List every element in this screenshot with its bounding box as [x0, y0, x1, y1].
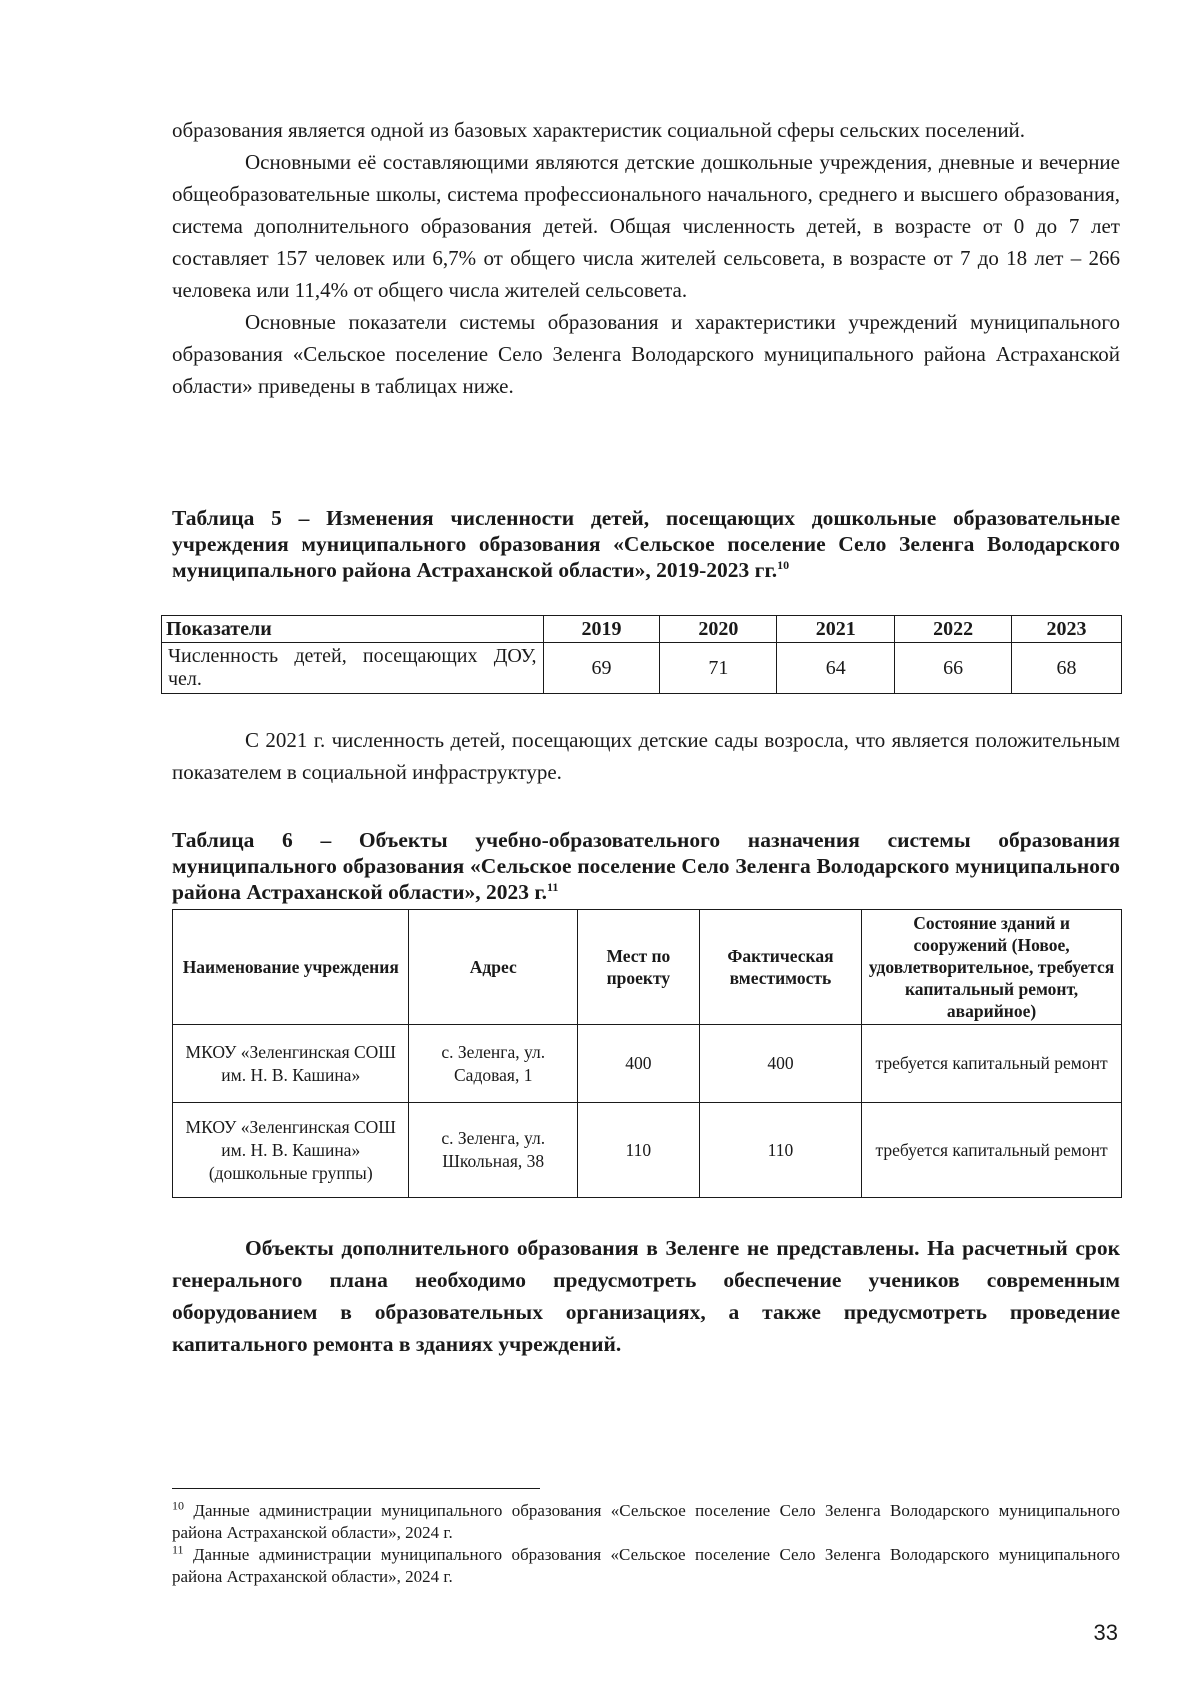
table6-header-cell: Адрес	[409, 910, 577, 1025]
table6-caption-text: Таблица 6 – Объекты учебно-образовательного назначения системы образования муниципального образования «Сельское поселение Село Зеленга Володарского муниципального района Астраханской области», 2023 г.	[172, 828, 1120, 904]
table6-cell: 400	[577, 1025, 699, 1103]
table5-cell: 64	[777, 643, 895, 694]
table6-caption	[172, 827, 1120, 905]
footnote-text: Данные администрации муниципального образования «Сельское поселение Село Зеленга Володарского муниципального района Астраханской области», 2024 г.	[172, 1545, 1120, 1586]
intro-paragraph-3: Основные показатели системы образования и характеристики учреждений муниципального образования «Сельское поселение Село Зеленга Володарского муниципального района Астраханской области» приведены в таблицах ниже.	[172, 310, 1120, 398]
table6-cell: с. Зеленга, ул. Школьная, 38	[409, 1103, 577, 1198]
footnote-text: Данные администрации муниципального образования «Сельское поселение Село Зеленга Володарского муниципального района Астраханской области», 2024 г.	[172, 1501, 1120, 1542]
table6-cell: МКОУ «Зеленгинская СОШ им. Н. В. Кашина» (дошкольные группы)	[173, 1103, 409, 1198]
table6	[172, 909, 1122, 1198]
table5-row	[162, 643, 1122, 694]
footnote-11	[172, 1544, 1120, 1588]
intro-text	[172, 114, 1120, 402]
footnote-number: 11	[172, 1542, 184, 1557]
table5	[161, 615, 1122, 694]
table5-caption-text: Таблица 5 – Изменения численности детей, посещающих дошкольные образовательные учреждения муниципального образования «Сельское поселение Село Зеленга Володарского муниципального района Астраханской области», 2019-2023 гг.	[172, 506, 1120, 582]
footnote-number: 10	[172, 1498, 184, 1513]
table5-caption	[172, 505, 1120, 583]
table5-header-row	[162, 616, 1122, 643]
table6-footnote-ref: 11	[547, 879, 559, 894]
footnotes	[172, 1500, 1120, 1588]
table5-header-cell: 2022	[895, 616, 1012, 643]
table5-cell: 69	[543, 643, 660, 694]
table6-row	[173, 1025, 1122, 1103]
table6-cell: требуется капитальный ремонт	[862, 1103, 1122, 1198]
table6-cell: МКОУ «Зеленгинская СОШ им. Н. В. Кашина»	[173, 1025, 409, 1103]
table6-header-row	[173, 910, 1122, 1025]
table6-cell: требуется капитальный ремонт	[862, 1025, 1122, 1103]
table6-row	[173, 1103, 1122, 1198]
table6-cell: 110	[577, 1103, 699, 1198]
intro-paragraph-1: образования является одной из базовых характеристик социальной сферы сельских поселений.	[172, 118, 1026, 142]
table5-header-cell: 2020	[660, 616, 777, 643]
footnote-divider	[172, 1488, 540, 1489]
table5-cell: 66	[895, 643, 1012, 694]
table6-header-cell: Мест по проекту	[577, 910, 699, 1025]
table6-cell: с. Зеленга, ул. Садовая, 1	[409, 1025, 577, 1103]
mid-paragraph: С 2021 г. численность детей, посещающих детские сады возросла, что является положительным показателем в социальной инфраструктуре.	[172, 728, 1120, 784]
table5-header-cell: 2021	[777, 616, 895, 643]
table6-header-cell: Фактическая вместимость	[699, 910, 861, 1025]
table5-cell: 71	[660, 643, 777, 694]
intro-paragraph-2: Основными её составляющими являются детские дошкольные учреждения, дневные и вечерние общеобразовательные школы, система профессионального начального, среднего и высшего образования, система дополнительного образования детей. Общая численность детей, в возрасте от 0 до 7 лет составляет 157 человек или 6,7% от общего числа жителей сельсовета, в возрасте от 7 до 18 лет – 266 человека или 11,4% от общего числа жителей сельсовета.	[172, 150, 1120, 302]
conclusion-paragraph: Объекты дополнительного образования в Зеленге не представлены. На расчетный срок генерального плана необходимо предусмотреть обеспечение учеников современным оборудованием в образовательных организациях, а также предусмотреть проведение капитального ремонта в зданиях учреждений.	[172, 1236, 1120, 1356]
table6-header-cell: Наименование учреждения	[173, 910, 409, 1025]
table5-row-label: Численность детей, посещающих ДОУ, чел.	[162, 643, 544, 694]
table5-footnote-ref: 10	[777, 557, 790, 572]
table5-header-cell: 2023	[1012, 616, 1122, 643]
table6-cell: 400	[699, 1025, 861, 1103]
footnote-10	[172, 1500, 1120, 1544]
table6-header-cell: Состояние зданий и сооружений (Новое, удовлетворительное, требуется капитальный ремонт, аварийное)	[862, 910, 1122, 1025]
page-number: 33	[1093, 1620, 1118, 1645]
table6-cell: 110	[699, 1103, 861, 1198]
table5-header-cell: 2019	[543, 616, 660, 643]
table5-header-cell: Показатели	[162, 616, 544, 643]
table5-cell: 68	[1012, 643, 1122, 694]
